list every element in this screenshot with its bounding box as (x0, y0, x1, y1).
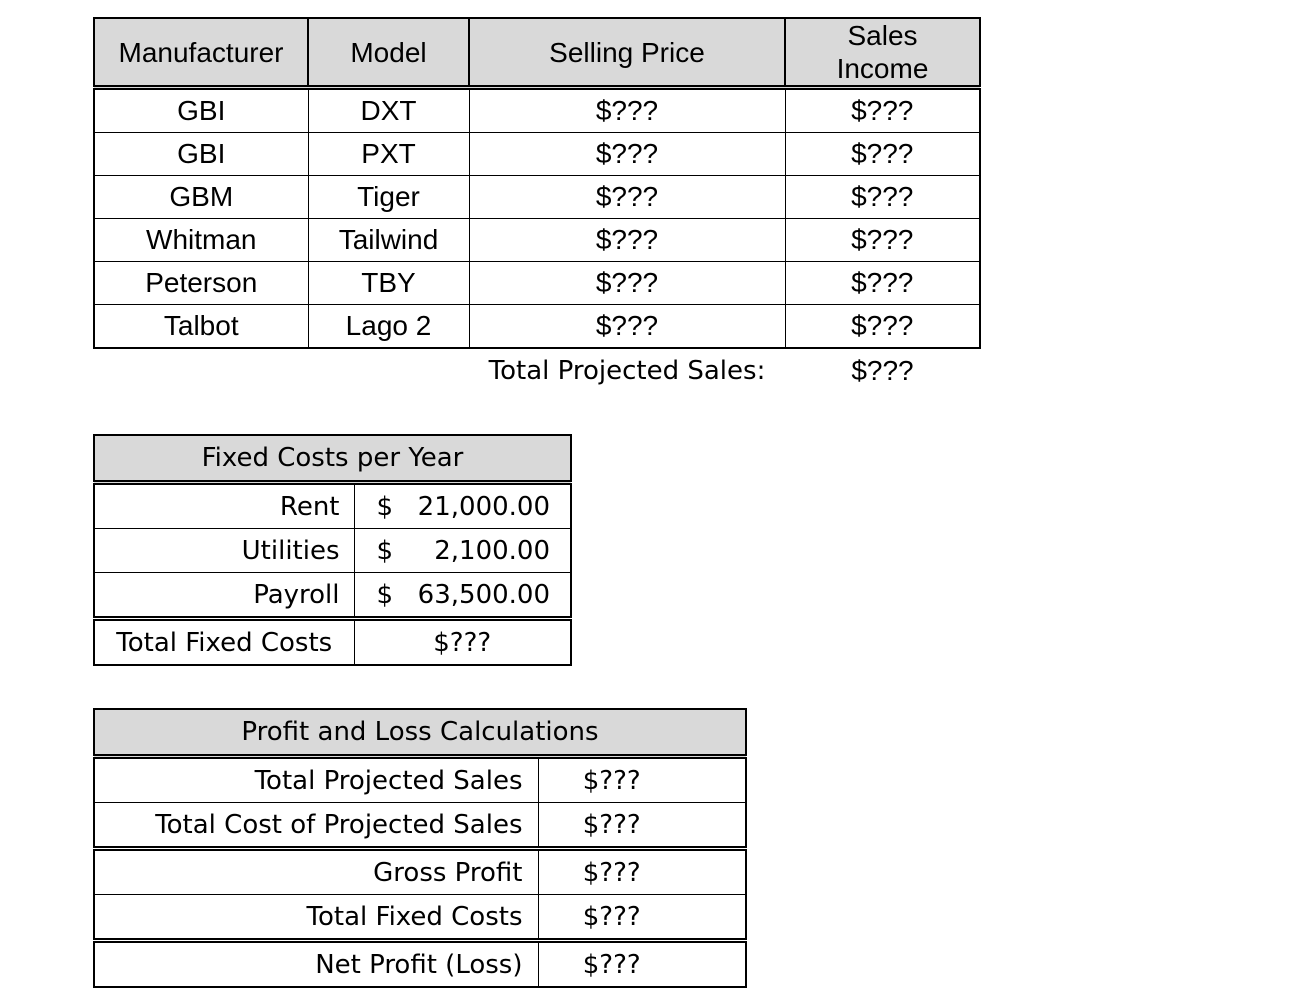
cell-selling-price[interactable]: $??? (469, 305, 785, 349)
cell-model[interactable]: DXT (308, 88, 469, 133)
fixed-cost-label[interactable]: Payroll (94, 573, 354, 619)
table-row (94, 219, 980, 262)
header-manufacturer[interactable]: Manufacturer (94, 18, 308, 88)
header-sales-income-line2: Income (836, 53, 929, 84)
cell-model[interactable]: Tailwind (308, 219, 469, 262)
table-row (94, 941, 746, 988)
table-row (94, 88, 980, 133)
cell-manufacturer[interactable]: Talbot (94, 305, 308, 349)
cell-sales-income[interactable]: $??? (785, 176, 980, 219)
table-row (94, 133, 980, 176)
cell-sales-income[interactable]: $??? (785, 219, 980, 262)
fixed-cost-amount: 2,100.00 (434, 535, 550, 566)
fixed-cost-label[interactable]: Rent (94, 483, 354, 529)
pl-value-net-profit-loss[interactable]: $??? (538, 941, 746, 988)
cell-model[interactable]: Lago 2 (308, 305, 469, 349)
pl-value-gross-profit[interactable]: $??? (538, 849, 746, 895)
total-row (94, 348, 980, 392)
cell-selling-price[interactable]: $??? (469, 219, 785, 262)
pl-label-total-projected-sales[interactable]: Total Projected Sales (94, 757, 538, 803)
pl-value-total-fixed-costs[interactable]: $??? (538, 895, 746, 941)
fixed-cost-amount-cell[interactable] (354, 529, 571, 573)
profit-loss-table (93, 708, 747, 988)
header-selling-price[interactable]: Selling Price (469, 18, 785, 88)
total-fixed-costs-value[interactable]: $??? (354, 619, 571, 666)
cell-manufacturer[interactable]: GBM (94, 176, 308, 219)
pl-label-net-profit-loss[interactable]: Net Profit (Loss) (94, 941, 538, 988)
table-row (94, 803, 746, 849)
fixed-cost-row (94, 529, 571, 573)
total-projected-sales-label: Total Projected Sales: (488, 355, 766, 386)
cell-sales-income[interactable]: $??? (785, 262, 980, 305)
cell-manufacturer[interactable]: GBI (94, 133, 308, 176)
table-row (94, 305, 980, 349)
table-row (94, 176, 980, 219)
total-fixed-costs-row (94, 619, 571, 666)
cell-selling-price[interactable]: $??? (469, 176, 785, 219)
fixed-cost-label[interactable]: Utilities (94, 529, 354, 573)
total-projected-sales-value[interactable]: $??? (851, 354, 914, 386)
cell-model[interactable]: TBY (308, 262, 469, 305)
pl-value-total-cost-of-projected-sales[interactable]: $??? (538, 803, 746, 849)
fixed-cost-amount-cell[interactable] (354, 573, 571, 619)
cell-selling-price[interactable]: $??? (469, 133, 785, 176)
table-row (94, 757, 746, 803)
cell-model[interactable]: Tiger (308, 176, 469, 219)
fixed-costs-title[interactable]: Fixed Costs per Year (94, 435, 571, 483)
cell-model[interactable]: PXT (308, 133, 469, 176)
fixed-cost-amount: 63,500.00 (417, 579, 550, 610)
currency-symbol: $ (376, 579, 394, 610)
sales-header-row (94, 18, 980, 88)
header-sales-income-line1: Sales (847, 20, 918, 51)
pl-value-total-projected-sales[interactable]: $??? (538, 757, 746, 803)
cell-sales-income[interactable]: $??? (785, 133, 980, 176)
currency-symbol: $ (376, 491, 394, 522)
fixed-cost-row (94, 483, 571, 529)
sales-table (93, 17, 981, 392)
profit-loss-title[interactable]: Profit and Loss Calculations (94, 709, 746, 757)
cell-manufacturer[interactable]: Peterson (94, 262, 308, 305)
cell-selling-price[interactable]: $??? (469, 88, 785, 133)
table-row (94, 849, 746, 895)
fixed-cost-row (94, 573, 571, 619)
header-sales-income[interactable] (785, 18, 980, 88)
cell-selling-price[interactable]: $??? (469, 262, 785, 305)
fixed-costs-table (93, 434, 572, 666)
table-row (94, 895, 746, 941)
fixed-cost-amount: 21,000.00 (417, 491, 550, 522)
cell-manufacturer[interactable]: Whitman (94, 219, 308, 262)
total-fixed-costs-label[interactable]: Total Fixed Costs (94, 619, 354, 666)
cell-manufacturer[interactable]: GBI (94, 88, 308, 133)
pl-label-total-fixed-costs[interactable]: Total Fixed Costs (94, 895, 538, 941)
pl-label-gross-profit[interactable]: Gross Profit (94, 849, 538, 895)
cell-sales-income[interactable]: $??? (785, 305, 980, 349)
fixed-cost-amount-cell[interactable] (354, 483, 571, 529)
header-model[interactable]: Model (308, 18, 469, 88)
pl-label-total-cost-of-projected-sales[interactable]: Total Cost of Projected Sales (94, 803, 538, 849)
cell-sales-income[interactable]: $??? (785, 88, 980, 133)
table-row (94, 262, 980, 305)
currency-symbol: $ (376, 535, 394, 566)
